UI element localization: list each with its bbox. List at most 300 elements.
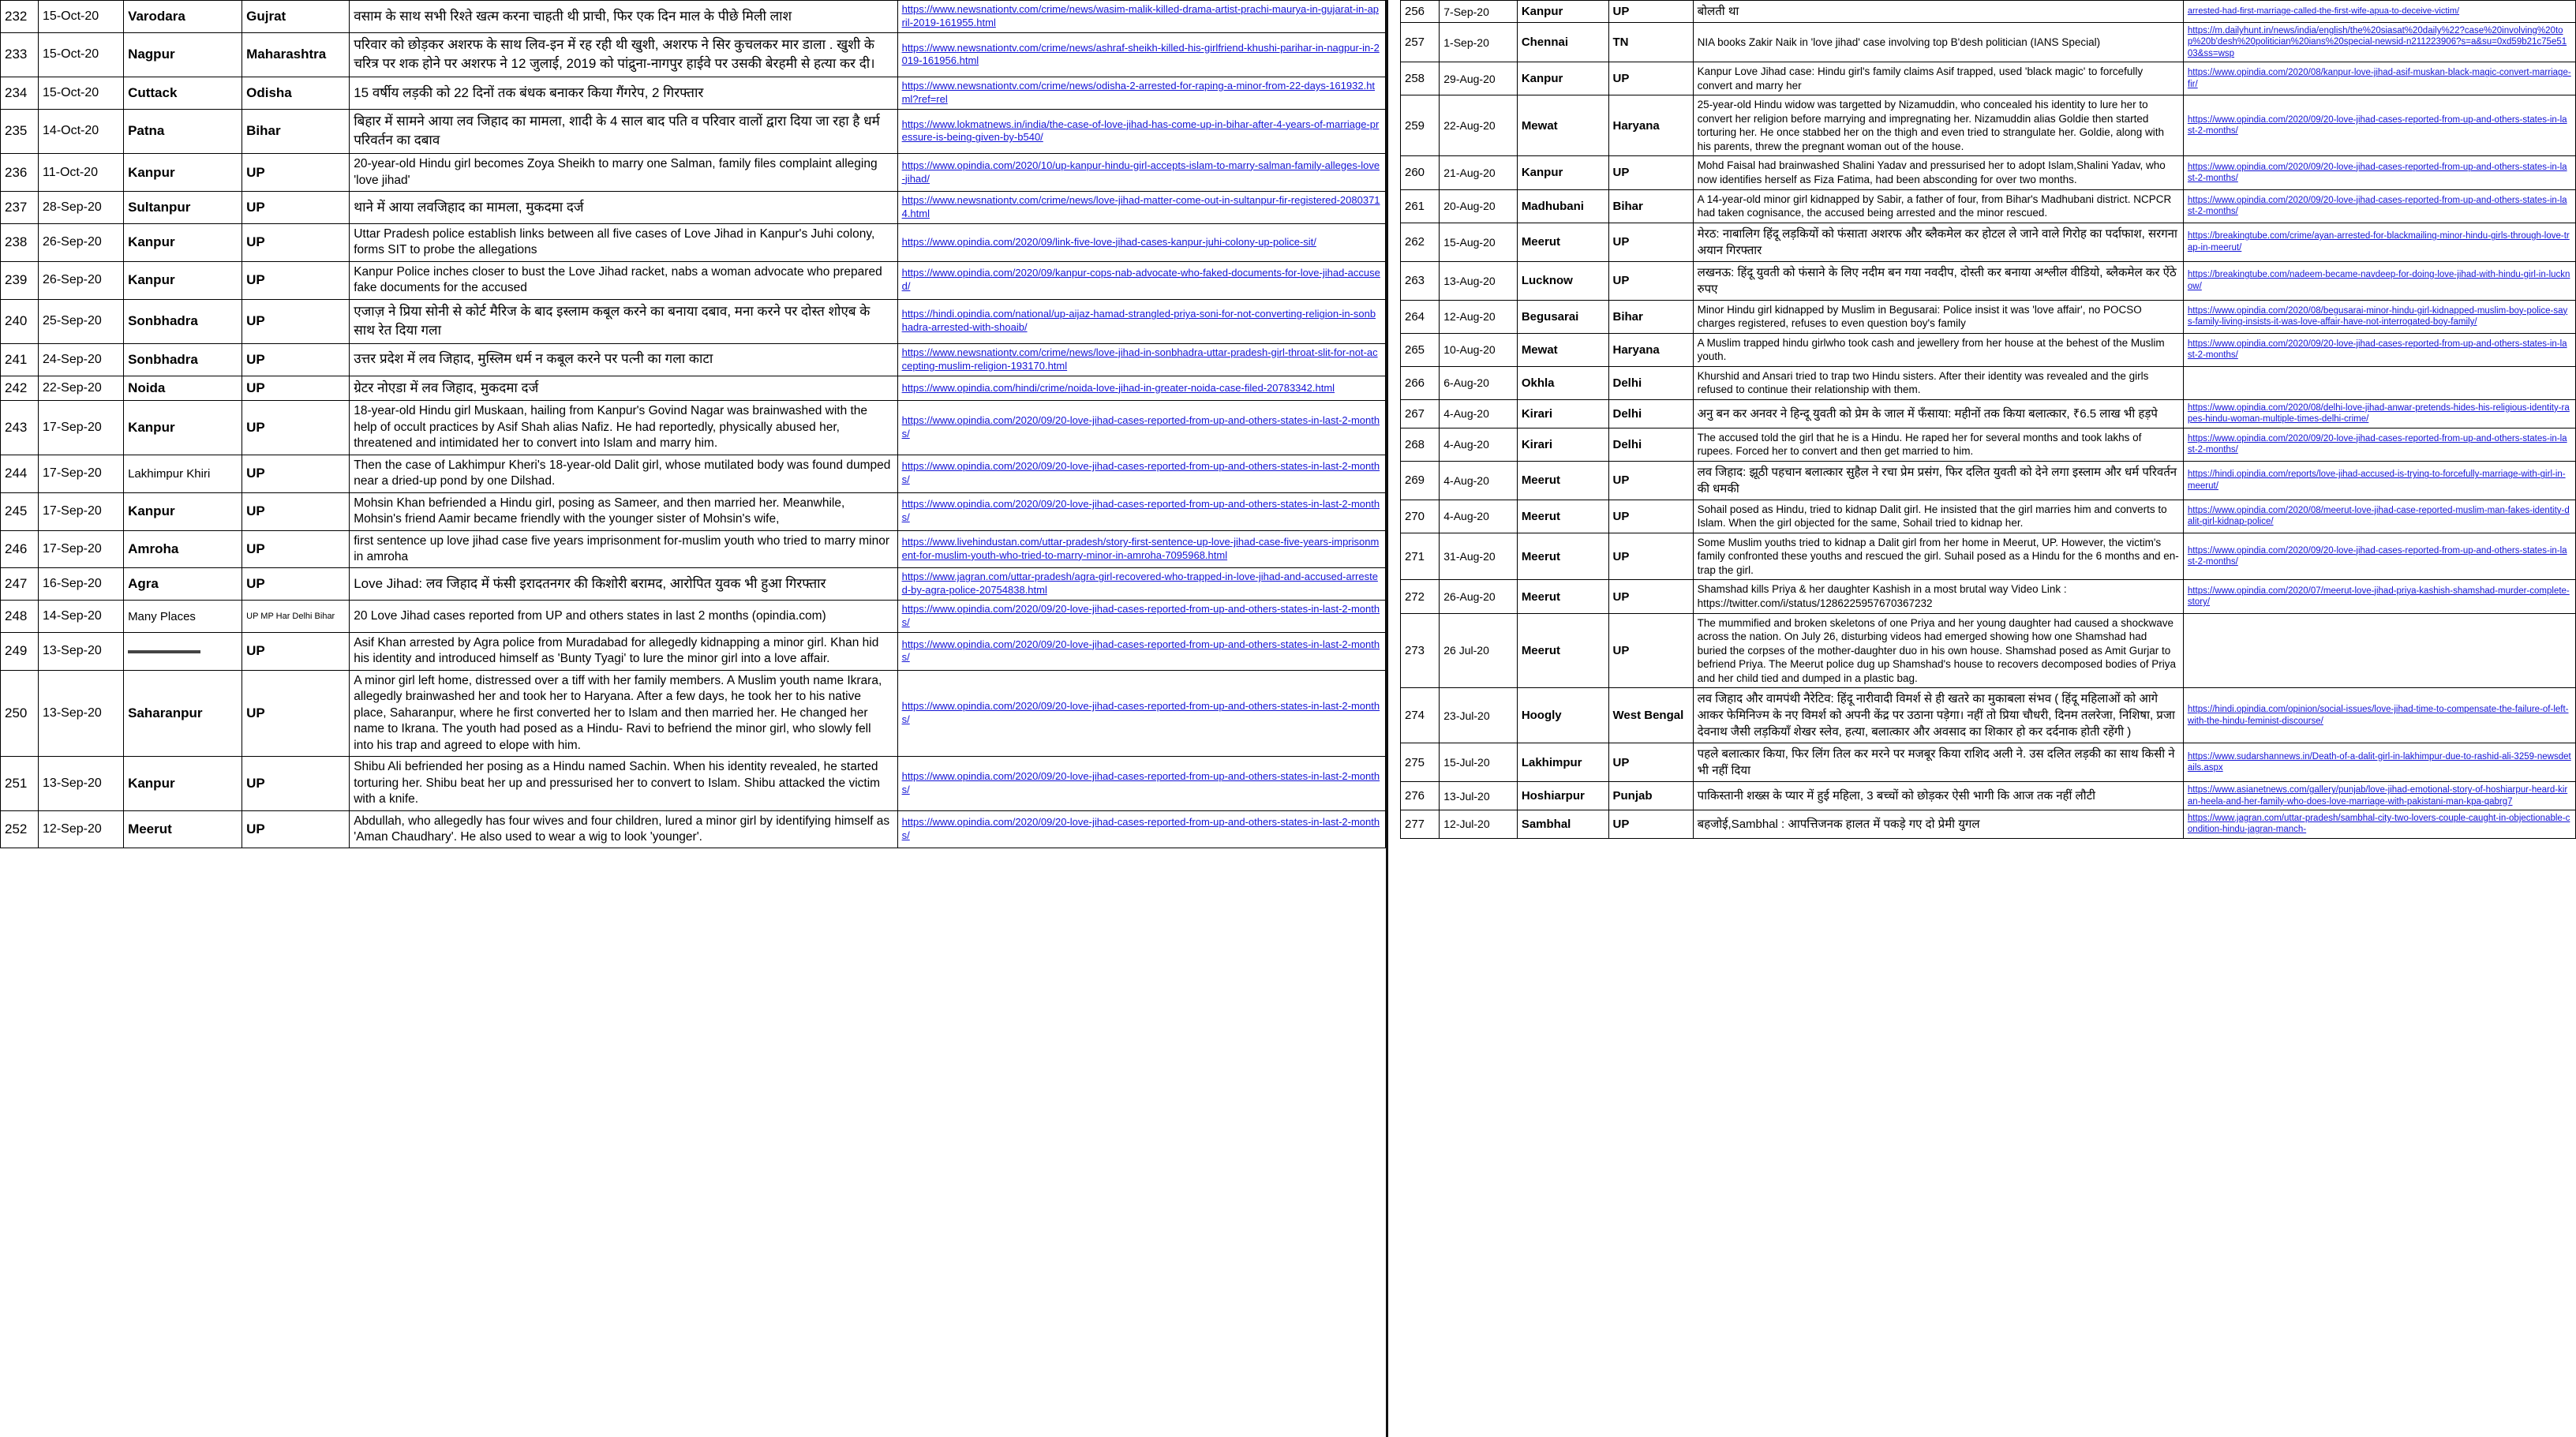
row-state: Odisha (242, 77, 350, 110)
row-source-link[interactable]: https://www.opindia.com/2020/09/20-love-jihad-cases-reported-from-up-and-others-states-in-last-2-months/ (2183, 428, 2575, 461)
row-place: Madhubani (1517, 189, 1608, 223)
row-state: Delhi (1608, 399, 1693, 428)
row-state: UP (242, 455, 350, 492)
row-description: पाकिस्तानी शख्स के प्यार में हुई महिला, 3 बच्चों को छोड़कर ऐसी भागी कि आज तक नहीं लौटी (1693, 782, 2183, 810)
row-date: 13-Sep-20 (39, 632, 124, 670)
row-date: 29-Aug-20 (1440, 62, 1518, 95)
row-state: UP (242, 757, 350, 810)
table-row (1401, 95, 2576, 156)
table-row (1401, 62, 2576, 95)
row-index: 259 (1401, 95, 1440, 156)
row-date: 16-Sep-20 (39, 568, 124, 601)
panel-divider (1386, 0, 1400, 1437)
table-row (1, 192, 1386, 224)
row-state: Delhi (1608, 366, 1693, 399)
row-source-link[interactable]: https://www.opindia.com/2020/09/20-love-jihad-cases-reported-from-up-and-others-states-in-last-2-months/ (2183, 333, 2575, 366)
row-index: 264 (1401, 300, 1440, 333)
table-row (1401, 688, 2576, 743)
row-index: 266 (1401, 366, 1440, 399)
row-index: 236 (1, 154, 39, 192)
row-index: 249 (1, 632, 39, 670)
row-source-link[interactable]: https://www.opindia.com/2020/08/begusarai-minor-hindu-girl-kidnapped-muslim-boy-police-says-family-living-insists-it-was-love-affair-have-not-interrogated-boy-family/ (2183, 300, 2575, 333)
row-place (124, 632, 242, 670)
row-place: Sultanpur (124, 192, 242, 224)
row-state: UP (242, 810, 350, 848)
row-state: UP MP Har Delhi Bihar (242, 601, 350, 633)
cases-table-left (0, 0, 1386, 848)
table-row (1, 568, 1386, 601)
row-date: 4-Aug-20 (1440, 399, 1518, 428)
row-index: 250 (1, 670, 39, 756)
row-place: Kanpur (1517, 156, 1608, 189)
row-source-link[interactable]: https://www.opindia.com/2020/09/20-love-jihad-cases-reported-from-up-and-others-states-in-last-2-months/ (897, 492, 1385, 530)
row-index: 274 (1401, 688, 1440, 743)
row-source-link[interactable]: https://breakingtube.com/nadeem-became-navdeep-for-doing-love-jihad-with-hindu-girl-in-lucknow/ (2183, 261, 2575, 300)
row-description: 18-year-old Hindu girl Muskaan, hailing from Kanpur's Govind Nagar was brainwashed with the help of occult practices by Asif Shah alias Nafiz. He had reportedly, physically abused her, threatened and intimidated her to convert into Islam and marry him. (350, 401, 897, 455)
row-state: TN (1608, 23, 1693, 62)
table-row (1401, 428, 2576, 461)
row-index: 243 (1, 401, 39, 455)
row-date: 4-Aug-20 (1440, 461, 1518, 500)
row-place: Meerut (124, 810, 242, 848)
row-date: 22-Aug-20 (1440, 95, 1518, 156)
row-source-link[interactable]: https://www.sudarshannews.in/Death-of-a-dalit-girl-in-lakhimpur-due-to-rashid-ali-3259-newsdetails.aspx (2183, 743, 2575, 782)
row-state: Bihar (242, 109, 350, 153)
right-table-panel (1400, 0, 2576, 1437)
row-source-link[interactable]: https://hindi.opindia.com/reports/love-jihad-accused-is-trying-to-forcefully-marriage-with-girl-in-meerut/ (2183, 461, 2575, 500)
row-state: UP (1608, 156, 1693, 189)
row-index: 275 (1401, 743, 1440, 782)
row-source-link[interactable] (2183, 366, 2575, 399)
row-source-link[interactable]: https://www.livehindustan.com/uttar-pradesh/story-first-sentence-up-love-jihad-case-five-years-imprisonment-for-muslim-youth-who-tried-to-marry-minor-in-amroha-7095968.html (897, 530, 1385, 568)
row-date: 6-Aug-20 (1440, 366, 1518, 399)
row-source-link[interactable]: https://hindi.opindia.com/national/up-aijaz-hamad-strangled-priya-soni-for-not-converting-religion-in-sonbhadra-arrested-with-shoaib/ (897, 299, 1385, 343)
row-source-link[interactable]: https://www.opindia.com/hindi/crime/noida-love-jihad-in-greater-noida-case-filed-20783342.html (897, 376, 1385, 401)
row-date: 7-Sep-20 (1440, 1, 1518, 23)
row-description: मेरठ: नाबालिग हिंदू लड़कियों को फंसाता अशरफ और ब्लैकमेल कर होटल ले जाने वाले गिरोह का पर्दाफाश, सरगना अयान गिरफ्तार (1693, 223, 2183, 261)
row-source-link[interactable]: https://www.opindia.com/2020/10/up-kanpur-hindu-girl-accepts-islam-to-marry-salman-family-alleges-love-jihad/ (897, 154, 1385, 192)
row-description: थाने में आया लवजिहाद का मामला, मुकदमा दर्ज (350, 192, 897, 224)
row-source-link[interactable]: https://www.opindia.com/2020/09/20-love-jihad-cases-reported-from-up-and-others-states-in-last-2-months/ (2183, 533, 2575, 580)
row-source-link[interactable]: https://www.newsnationtv.com/crime/news/odisha-2-arrested-for-raping-a-minor-from-22-days-161932.html?ref=rel (897, 77, 1385, 110)
row-state: UP (242, 154, 350, 192)
row-description: 20 Love Jihad cases reported from UP and others states in last 2 months (opindia.com) (350, 601, 897, 633)
table-row (1, 530, 1386, 568)
row-date: 4-Aug-20 (1440, 428, 1518, 461)
row-source-link[interactable] (2183, 613, 2575, 688)
row-place: Cuttack (124, 77, 242, 110)
row-place: Kanpur (124, 492, 242, 530)
row-date: 17-Sep-20 (39, 455, 124, 492)
row-description: Some Muslim youths tried to kidnap a Dalit girl from her home in Meerut, UP. However, the victim's family confronted these youths and rescued the girl. Suhail posed as a Hindu for the 6 months and en-trap the girl. (1693, 533, 2183, 580)
table-row (1, 1, 1386, 33)
row-date: 26 Jul-20 (1440, 613, 1518, 688)
table-row (1, 601, 1386, 633)
row-description: Minor Hindu girl kidnapped by Muslim in Begusarai: Police insist it was 'love affair', no POCSO charges registered, refuses to even question boy's family (1693, 300, 2183, 333)
row-state: Haryana (1608, 95, 1693, 156)
row-source-link[interactable]: https://www.jagran.com/uttar-pradesh/sambhal-city-two-lovers-couple-caught-in-objectionable-condition-hindu-jagran-manch- (2183, 810, 2575, 839)
row-description: 25-year-old Hindu widow was targetted by Nizamuddin, who concealed his identity to lure her to convert her religion before marrying and impregnating her. Nizamuddin alias Goldie then started torturing her. He once stabbed her on the thigh and even tried to strangulate her. Goldie, along with his parents, threw the pregnant woman out of the house. (1693, 95, 2183, 156)
row-index: 252 (1, 810, 39, 848)
table-row (1401, 500, 2576, 533)
row-index: 273 (1401, 613, 1440, 688)
row-description: The mummified and broken skeletons of one Priya and her young daughter had caused a shockwave across the nation. On July 26, disturbing videos had emerged showing how one Shamshad had buried the corpses of the mother-daughter duo in his own house. Shamshad posed as Amit Gurjar to befriend Priya. The Meerut police dug up Shamshad's house to recovers decomposed bodies of Priya and her child tied and dumped in a plastic bag. (1693, 613, 2183, 688)
row-state: UP (1608, 613, 1693, 688)
row-place: Mewat (1517, 95, 1608, 156)
row-description: 20-year-old Hindu girl becomes Zoya Sheikh to marry one Salman, family files complaint alleging 'love jihad' (350, 154, 897, 192)
row-index: 267 (1401, 399, 1440, 428)
row-source-link[interactable]: https://www.opindia.com/2020/09/20-love-jihad-cases-reported-from-up-and-others-states-in-last-2-months/ (2183, 95, 2575, 156)
row-source-link[interactable]: https://www.newsnationtv.com/crime/news/love-jihad-matter-come-out-in-sultanpur-fir-registered-20803714.html (897, 192, 1385, 224)
row-index: 233 (1, 32, 39, 77)
row-description: Love Jihad: लव जिहाद में फंसी इरादतनगर की किशोरी बरामद, आरोपित युवक भी हुआ गिरफ्तार (350, 568, 897, 601)
row-state: UP (242, 299, 350, 343)
table-row (1401, 533, 2576, 580)
row-source-link[interactable]: arrested-had-first-marriage-called-the-first-wife-apua-to-deceive-victim/ (2183, 1, 2575, 23)
row-description: The accused told the girl that he is a Hindu. He raped her for several months and took lakhs of rupees. Forced her to convert and then get married to him. (1693, 428, 2183, 461)
table-row (1401, 1, 2576, 23)
row-place: Meerut (1517, 580, 1608, 613)
row-date: 22-Sep-20 (39, 376, 124, 401)
row-place: Meerut (1517, 461, 1608, 500)
row-place: Varodara (124, 1, 242, 33)
row-description: Then the case of Lakhimpur Kheri's 18-year-old Dalit girl, whose mutilated body was found dumped near a dried-up pond by one Dilshad. (350, 455, 897, 492)
table-row (1401, 261, 2576, 300)
row-state: Haryana (1608, 333, 1693, 366)
table-row (1, 343, 1386, 376)
row-source-link[interactable]: https://breakingtube.com/crime/ayan-arrested-for-blackmailing-minor-hindu-girls-through-love-trap-in-meerut/ (2183, 223, 2575, 261)
row-date: 14-Oct-20 (39, 109, 124, 153)
row-index: 241 (1, 343, 39, 376)
row-source-link[interactable]: https://www.jagran.com/uttar-pradesh/agra-girl-recovered-who-trapped-in-love-jihad-and-accused-arrested-by-agra-police-20754838.html (897, 568, 1385, 601)
row-place: Kanpur (124, 223, 242, 261)
row-date: 12-Sep-20 (39, 810, 124, 848)
row-description: Khurshid and Ansari tried to trap two Hindu sisters. After their identity was revealed and the girls refused to continue their relationship with them. (1693, 366, 2183, 399)
row-state: Gujrat (242, 1, 350, 33)
row-state: UP (1608, 580, 1693, 613)
row-description: बोलती था (1693, 1, 2183, 23)
row-index: 268 (1401, 428, 1440, 461)
table-row (1401, 366, 2576, 399)
row-date: 10-Aug-20 (1440, 333, 1518, 366)
row-date: 28-Sep-20 (39, 192, 124, 224)
row-source-link[interactable]: https://www.opindia.com/2020/09/20-love-jihad-cases-reported-from-up-and-others-states-in-last-2-months/ (897, 670, 1385, 756)
row-source-link[interactable]: https://www.asianetnews.com/gallery/punjab/love-jihad-emotional-story-of-hoshiarpur-heard-kiran-heela-and-her-family-who-does-love-marriage-with-pakistani-man-kpa-qabrg7 (2183, 782, 2575, 810)
row-date: 15-Jul-20 (1440, 743, 1518, 782)
row-state: UP (1608, 223, 1693, 261)
row-index: 271 (1401, 533, 1440, 580)
row-source-link[interactable]: https://www.opindia.com/2020/09/20-love-jihad-cases-reported-from-up-and-others-states-in-last-2-months/ (2183, 156, 2575, 189)
row-description: Kanpur Police inches closer to bust the Love Jihad racket, nabs a woman advocate who prepared fake documents for the accused (350, 261, 897, 299)
row-date: 13-Jul-20 (1440, 782, 1518, 810)
row-description: A 14-year-old minor girl kidnapped by Sabir, a father of four, from Bihar's Madhubani district. NCPCR had taken cognisance, the accused being arrested and the minor rescued. (1693, 189, 2183, 223)
row-place: Meerut (1517, 613, 1608, 688)
row-description: A minor girl left home, distressed over a tiff with her family members. A Muslim youth name Ikrara, allegedly brainwashed her and took her to Haryana. After a few days, he took her to his native place, Saharanpur, where he first converted her to Islam and then married her. He changed her name to Ikrana. The youth had posed as a Hindu- Ravi to befriend the minor girl, who slowly fell into his trap and agreed to elope with him. (350, 670, 897, 756)
row-place: Lucknow (1517, 261, 1608, 300)
row-place: Nagpur (124, 32, 242, 77)
row-state: UP (1608, 500, 1693, 533)
row-place: Mewat (1517, 333, 1608, 366)
row-index: 245 (1, 492, 39, 530)
row-date: 12-Jul-20 (1440, 810, 1518, 839)
row-description: एजाज़ ने प्रिया सोनी से कोर्ट मैरिज के बाद इस्लाम कबूल करने का बनाया दबाव, मना करने पर दोस्त शोएब के साथ रेत दिया गला (350, 299, 897, 343)
row-place: Kanpur (124, 154, 242, 192)
row-state: UP (242, 192, 350, 224)
row-description: Asif Khan arrested by Agra police from Muradabad for allegedly kidnapping a minor girl. Khan hid his identity and introduced himself as 'Bunty Tyagi' to lure the minor girl into a love affair. (350, 632, 897, 670)
row-index: 260 (1401, 156, 1440, 189)
row-index: 247 (1, 568, 39, 601)
row-state: UP (242, 492, 350, 530)
cases-table-right (1400, 0, 2576, 839)
row-place: Kanpur (1517, 1, 1608, 23)
row-place: Begusarai (1517, 300, 1608, 333)
table-row (1, 299, 1386, 343)
row-state: West Bengal (1608, 688, 1693, 743)
row-index: 240 (1, 299, 39, 343)
row-place: Okhla (1517, 366, 1608, 399)
row-description: Abdullah, who allegedly has four wives and four children, lured a minor girl by identifying himself as 'Aman Chaudhary'. He also used to wear a wig to look 'younger'. (350, 810, 897, 848)
row-index: 237 (1, 192, 39, 224)
row-index: 270 (1401, 500, 1440, 533)
row-date: 20-Aug-20 (1440, 189, 1518, 223)
row-state: UP (242, 632, 350, 670)
row-state: UP (242, 223, 350, 261)
row-source-link[interactable]: https://m.dailyhunt.in/news/india/english/the%20siasat%20daily%22?case%20involving%20top%20b'desh%20politician%20ians%20special-newsid-n211223906?s=a&su=0xd59b21c75e5103&ss=wsp (2183, 23, 2575, 62)
table-row (1401, 300, 2576, 333)
row-source-link[interactable]: https://www.opindia.com/2020/09/20-love-jihad-cases-reported-from-up-and-others-states-in-last-2-months/ (897, 757, 1385, 810)
table-row (1, 77, 1386, 110)
row-description: लव जिहाद: झूठी पहचान बलात्कार सुहैल ने रचा प्रेम प्रसंग, फिर दलित युवती को देने लगा इस्लाम और धर्म परिवर्तन की धमकी (1693, 461, 2183, 500)
row-place: Kanpur (124, 401, 242, 455)
table-row (1401, 580, 2576, 613)
row-source-link[interactable]: https://www.lokmatnews.in/india/the-case-of-love-jihad-has-come-up-in-bihar-after-4-years-of-marriage-pressure-is-being-given-by-b540/ (897, 109, 1385, 153)
row-date: 25-Sep-20 (39, 299, 124, 343)
table-row (1401, 613, 2576, 688)
table-row (1401, 223, 2576, 261)
row-index: 238 (1, 223, 39, 261)
row-place: Meerut (1517, 533, 1608, 580)
table-row (1, 401, 1386, 455)
row-source-link[interactable]: https://www.newsnationtv.com/crime/news/love-jihad-in-sonbhadra-uttar-pradesh-girl-throat-slit-for-not-accepting-muslim-religion-193170.html (897, 343, 1385, 376)
table-row (1401, 399, 2576, 428)
row-date: 13-Sep-20 (39, 670, 124, 756)
row-date: 31-Aug-20 (1440, 533, 1518, 580)
row-place: Lakhimpur Khiri (124, 455, 242, 492)
row-source-link[interactable]: https://www.opindia.com/2020/07/meerut-love-jihad-priya-kashish-shamshad-murder-complete-story/ (2183, 580, 2575, 613)
row-place: Hoogly (1517, 688, 1608, 743)
table-row (1, 757, 1386, 810)
row-date: 24-Sep-20 (39, 343, 124, 376)
row-source-link[interactable]: https://www.newsnationtv.com/crime/news/wasim-malik-killed-drama-artist-prachi-maurya-in-gujarat-in-april-2019-161955.html (897, 1, 1385, 33)
row-state: Maharashtra (242, 32, 350, 77)
row-source-link[interactable]: https://www.opindia.com/2020/09/kanpur-cops-nab-advocate-who-faked-documents-for-love-jihad-accused/ (897, 261, 1385, 299)
row-description: बिहार में सामने आया लव जिहाद का मामला, शादी के 4 साल बाद पति व परिवार वालों द्वारा दिया जा रहा है धर्म परिवर्तन का दबाव (350, 109, 897, 153)
row-date: 11-Oct-20 (39, 154, 124, 192)
row-description: Mohsin Khan befriended a Hindu girl, posing as Sameer, and then married her. Meanwhile, Mohsin's friend Aamir became friendly with the younger sister of Mohsin's wife, (350, 492, 897, 530)
row-source-link[interactable]: https://www.opindia.com/2020/09/20-love-jihad-cases-reported-from-up-and-others-states-in-last-2-months/ (897, 601, 1385, 633)
table-row (1, 109, 1386, 153)
row-state: UP (242, 568, 350, 601)
row-source-link[interactable]: https://www.opindia.com/2020/09/20-love-jihad-cases-reported-from-up-and-others-states-in-last-2-months/ (897, 455, 1385, 492)
table-row (1, 492, 1386, 530)
row-index: 232 (1, 1, 39, 33)
row-date: 4-Aug-20 (1440, 500, 1518, 533)
row-place: Kanpur (1517, 62, 1608, 95)
row-description: ग्रेटर नोएडा में लव जिहाद, मुकदमा दर्ज (350, 376, 897, 401)
row-date: 13-Sep-20 (39, 757, 124, 810)
row-source-link[interactable]: https://www.newsnationtv.com/crime/news/ashraf-sheikh-killed-his-girlfriend-khushi-parihar-in-nagpur-in-2019-161956.html (897, 32, 1385, 77)
row-date: 17-Sep-20 (39, 530, 124, 568)
row-state: UP (1608, 743, 1693, 782)
row-date: 15-Oct-20 (39, 77, 124, 110)
row-index: 257 (1401, 23, 1440, 62)
row-state: Punjab (1608, 782, 1693, 810)
table-row (1401, 189, 2576, 223)
row-description: Uttar Pradesh police establish links between all five cases of Love Jihad in Kanpur's Juhi colony, forms SIT to probe the allegations (350, 223, 897, 261)
row-place: Amroha (124, 530, 242, 568)
row-state: UP (1608, 62, 1693, 95)
row-description: Shibu Ali befriended her posing as a Hindu named Sachin. When his identity revealed, he started torturing her. Shibu beat her up and pressurised her to convert to Islam. Shibu attacked the victim with a knife. (350, 757, 897, 810)
row-state: Bihar (1608, 300, 1693, 333)
row-description: Kanpur Love Jihad case: Hindu girl's family claims Asif trapped, used 'black magic' to forcefully convert and marry her (1693, 62, 2183, 95)
row-date: 13-Aug-20 (1440, 261, 1518, 300)
table-row (1, 32, 1386, 77)
row-description: 15 वर्षीय लड़की को 22 दिनों तक बंधक बनाकर किया गैंगरेप, 2 गिरफ्तार (350, 77, 897, 110)
table-row (1401, 810, 2576, 839)
row-state: UP (242, 530, 350, 568)
row-state: UP (1608, 1, 1693, 23)
row-state: UP (1608, 810, 1693, 839)
table-row (1, 632, 1386, 670)
row-index: 269 (1401, 461, 1440, 500)
row-state: UP (242, 261, 350, 299)
row-index: 246 (1, 530, 39, 568)
row-index: 277 (1401, 810, 1440, 839)
row-date: 12-Aug-20 (1440, 300, 1518, 333)
row-date: 26-Sep-20 (39, 223, 124, 261)
row-date: 14-Sep-20 (39, 601, 124, 633)
table-row (1, 223, 1386, 261)
row-source-link[interactable]: https://www.opindia.com/2020/09/20-love-jihad-cases-reported-from-up-and-others-states-in-last-2-months/ (897, 632, 1385, 670)
row-index: 263 (1401, 261, 1440, 300)
table-row (1401, 782, 2576, 810)
row-place: Meerut (1517, 500, 1608, 533)
row-description: Shamshad kills Priya & her daughter Kashish in a most brutal way Video Link : https://twitter.com/i/status/1286225957670367232 (1693, 580, 2183, 613)
row-place: Sambhal (1517, 810, 1608, 839)
row-place: Kanpur (124, 757, 242, 810)
row-index: 239 (1, 261, 39, 299)
row-date: 26-Aug-20 (1440, 580, 1518, 613)
row-description: उत्तर प्रदेश में लव जिहाद, मुस्लिम धर्म न कबूल करने पर पत्नी का गला काटा (350, 343, 897, 376)
row-date: 26-Sep-20 (39, 261, 124, 299)
row-date: 1-Sep-20 (1440, 23, 1518, 62)
row-place: Sonbhadra (124, 343, 242, 376)
row-state: UP (242, 670, 350, 756)
row-source-link[interactable]: https://www.opindia.com/2020/08/kanpur-love-jihad-asif-muskan-black-magic-convert-marriage-fir/ (2183, 62, 2575, 95)
row-description: अनु बन कर अनवर ने हिन्दू युवती को प्रेम के जाल में फँसाया: महीनों तक किया बलात्कार, ₹6.5 लाख भी हड़पे (1693, 399, 2183, 428)
row-index: 235 (1, 109, 39, 153)
row-state: UP (1608, 461, 1693, 500)
row-index: 256 (1401, 1, 1440, 23)
row-date: 21-Aug-20 (1440, 156, 1518, 189)
row-description: बहजोई,Sambhal : आपत्तिजनक हालत में पकड़े गए दो प्रेमी युगल (1693, 810, 2183, 839)
table-row (1, 154, 1386, 192)
row-place: Patna (124, 109, 242, 153)
row-place: Meerut (1517, 223, 1608, 261)
row-index: 261 (1401, 189, 1440, 223)
table-row (1401, 156, 2576, 189)
table-row (1, 455, 1386, 492)
row-description: Mohd Faisal had brainwashed Shalini Yadav and pressurised her to adopt Islam,Shalini Yadav, who now identifies herself as Fiza Fatima, had been absconding for over two months. (1693, 156, 2183, 189)
row-date: 15-Aug-20 (1440, 223, 1518, 261)
row-date: 23-Jul-20 (1440, 688, 1518, 743)
row-description: A Muslim trapped hindu girlwho took cash and jewellery from her house at the behest of the Muslim youth. (1693, 333, 2183, 366)
row-description: पहले बलात्कार किया, फिर लिंग तिल कर मरने पर मजबूर किया राशिद अली ने. उस दलित लड़की का साथ किसी ने भी नहीं दिया (1693, 743, 2183, 782)
row-state: Bihar (1608, 189, 1693, 223)
row-index: 251 (1, 757, 39, 810)
row-place: Hoshiarpur (1517, 782, 1608, 810)
row-source-link[interactable]: https://www.opindia.com/2020/09/link-five-love-jihad-cases-kanpur-juhi-colony-up-police-sit/ (897, 223, 1385, 261)
row-index: 248 (1, 601, 39, 633)
table-row (1401, 333, 2576, 366)
row-place: Lakhimpur (1517, 743, 1608, 782)
row-state: UP (242, 343, 350, 376)
table-row (1401, 23, 2576, 62)
row-description: लखनऊ: हिंदू युवती को फंसाने के लिए नदीम बन गया नवदीप, दोस्ती कर बनाया अश्लील वीडियो, ब्लैकमेल कर ऐंठे रुपए (1693, 261, 2183, 300)
table-row (1, 261, 1386, 299)
row-source-link[interactable]: https://www.opindia.com/2020/09/20-love-jihad-cases-reported-from-up-and-others-states-in-last-2-months/ (897, 401, 1385, 455)
table-row (1401, 743, 2576, 782)
row-state: UP (1608, 533, 1693, 580)
row-date: 17-Sep-20 (39, 492, 124, 530)
row-source-link[interactable]: https://hindi.opindia.com/opinion/social-issues/love-jihad-time-to-compensate-the-failure-of-left-with-the-hindu-feminist-discourse/ (2183, 688, 2575, 743)
row-description: वसाम के साथ सभी रिश्ते खत्म करना चाहती थी प्राची, फिर एक दिन माल के पीछे मिली लाश (350, 1, 897, 33)
row-state: Delhi (1608, 428, 1693, 461)
row-place: Kirari (1517, 399, 1608, 428)
row-index: 262 (1401, 223, 1440, 261)
row-index: 272 (1401, 580, 1440, 613)
row-place: Kanpur (124, 261, 242, 299)
table-row (1, 810, 1386, 848)
row-date: 15-Oct-20 (39, 1, 124, 33)
row-state: UP (242, 401, 350, 455)
row-description: Sohail posed as Hindu, tried to kidnap Dalit girl. He insisted that the girl marries him and converts to Islam. When the girl objected for the same, Sohail tried to kidnap her. (1693, 500, 2183, 533)
row-place: Noida (124, 376, 242, 401)
redacted-marker (128, 650, 200, 653)
row-place: Sonbhadra (124, 299, 242, 343)
row-place: Many Places (124, 601, 242, 633)
row-date: 15-Oct-20 (39, 32, 124, 77)
row-place: Kirari (1517, 428, 1608, 461)
row-source-link[interactable]: https://www.opindia.com/2020/08/meerut-love-jihad-case-reported-muslim-man-fakes-identity-dalit-girl-kidnap-police/ (2183, 500, 2575, 533)
row-index: 242 (1, 376, 39, 401)
row-source-link[interactable]: https://www.opindia.com/2020/09/20-love-jihad-cases-reported-from-up-and-others-states-in-last-2-months/ (2183, 189, 2575, 223)
row-source-link[interactable]: https://www.opindia.com/2020/09/20-love-jihad-cases-reported-from-up-and-others-states-in-last-2-months/ (897, 810, 1385, 848)
row-index: 276 (1401, 782, 1440, 810)
row-description: NIA books Zakir Naik in 'love jihad' case involving top B'desh politician (IANS Special) (1693, 23, 2183, 62)
row-description: लव जिहाद और वामपंथी नैरेटिव: हिंदू नारीवादी विमर्श से ही खतरे का मुकाबला संभव ( हिंदू महिलाओं को आगे आकर फेमिनिज्म के नए विमर्श को अपनी केंद्र पर उठाना पड़ेगा। नहीं तो प्रिया चौधरी, दिनम तलरेजा, निशिषा, प्रजा देवनाथ जैसी लड़कियाँ शेखर स्लेव, हत्या, बलात्कार और अवसाद का शिकार हो कर दर्दनाक होती रहेंगी ) (1693, 688, 2183, 743)
row-index: 258 (1401, 62, 1440, 95)
table-row (1, 670, 1386, 756)
row-index: 234 (1, 77, 39, 110)
row-index: 265 (1401, 333, 1440, 366)
table-row (1401, 461, 2576, 500)
row-source-link[interactable]: https://www.opindia.com/2020/08/delhi-love-jihad-anwar-pretends-hides-his-religious-identity-rapes-hindu-woman-multiple-times-delhi-crime/ (2183, 399, 2575, 428)
row-date: 17-Sep-20 (39, 401, 124, 455)
row-place: Saharanpur (124, 670, 242, 756)
row-index: 244 (1, 455, 39, 492)
table-row (1, 376, 1386, 401)
